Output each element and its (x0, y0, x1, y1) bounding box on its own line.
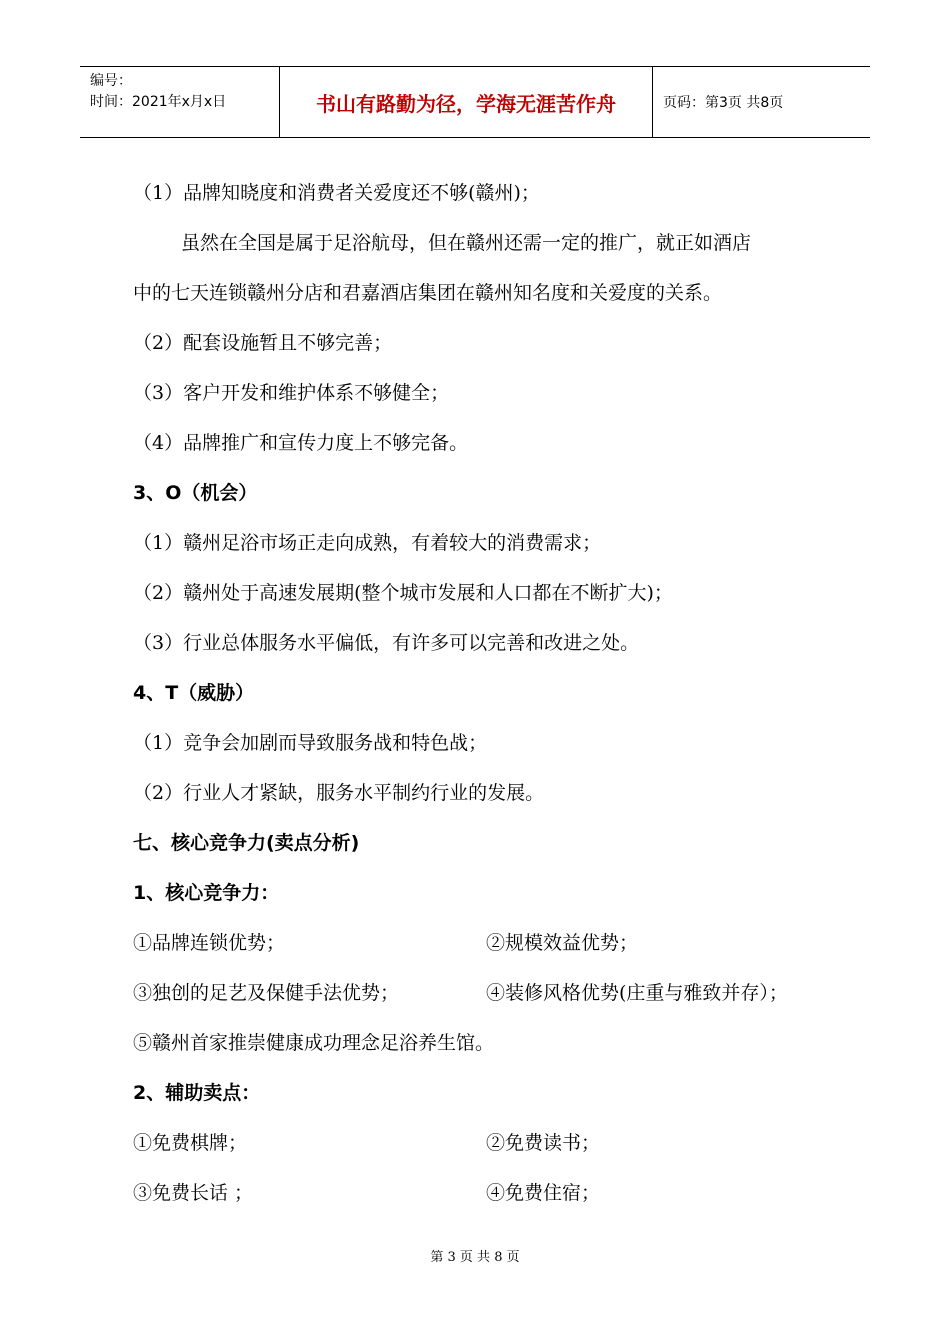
page-header (80, 66, 870, 138)
list-item: ③免费长话 ； (133, 1182, 254, 1204)
paragraph-line: （2）配套设施暂且不够完善； (133, 332, 393, 354)
paragraph-line: （1）竞争会加剧而导致服务战和特色战； (133, 732, 488, 754)
list-item: ①品牌连锁优势； (133, 932, 286, 954)
list-item: ④装修风格优势(庄重与雅致并存）； (486, 982, 788, 1004)
paragraph-line: （4）品牌推广和宣传力度上不够完备。 (133, 432, 469, 454)
paragraph-line: （2）赣州处于高速发展期(整个城市发展和人口都在不断扩大)； (133, 582, 673, 604)
header-meta (80, 67, 280, 137)
header-motto: 书山有路勤为径，学海无涯苦作舟 (280, 67, 653, 137)
paragraph-line: （3）客户开发和维护体系不够健全； (133, 382, 450, 404)
paragraph-line: 中的七天连锁赣州分店和君嘉酒店集团在赣州知名度和关爱度的关系。 (133, 282, 723, 304)
section-heading: 4、T（威胁） (133, 682, 255, 704)
list-item: ③独创的足艺及保健手法优势； (133, 982, 400, 1004)
paragraph-line: 虽然在全国是属于足浴航母，但在赣州还需一定的推广，就正如酒店 (181, 232, 752, 254)
number-label: 编号： (90, 73, 132, 89)
chapter-heading: 七、核心竞争力(卖点分析) (133, 832, 360, 854)
list-item: ①免费棋牌； (133, 1132, 248, 1154)
time-label: 时间：2021年x月x日 (90, 94, 227, 110)
section-heading: 1、核心竞争力： (133, 882, 280, 904)
paragraph-line: （3）行业总体服务水平偏低，有许多可以完善和改进之处。 (133, 632, 640, 654)
section-heading: 3、O（机会） (133, 482, 258, 504)
list-item: ②规模效益优势； (486, 932, 639, 954)
header-page-label: 页码：第3页 共8页 (663, 95, 784, 111)
list-item: ⑤赣州首家推崇健康成功理念足浴养生馆。 (133, 1032, 495, 1054)
paragraph-line: （2）行业人才紧缺，服务水平制约行业的发展。 (133, 782, 545, 804)
page-footer: 第 3 页 共 8 页 (430, 1250, 520, 1265)
paragraph-line: （1）赣州足浴市场正走向成熟，有着较大的消费需求； (133, 532, 602, 554)
paragraph-line: （1）品牌知晓度和消费者关爱度还不够(赣州)； (133, 182, 540, 204)
list-item: ②免费读书； (486, 1132, 601, 1154)
list-item: ④免费住宿； (486, 1182, 601, 1204)
section-heading: 2、辅助卖点： (133, 1082, 261, 1104)
